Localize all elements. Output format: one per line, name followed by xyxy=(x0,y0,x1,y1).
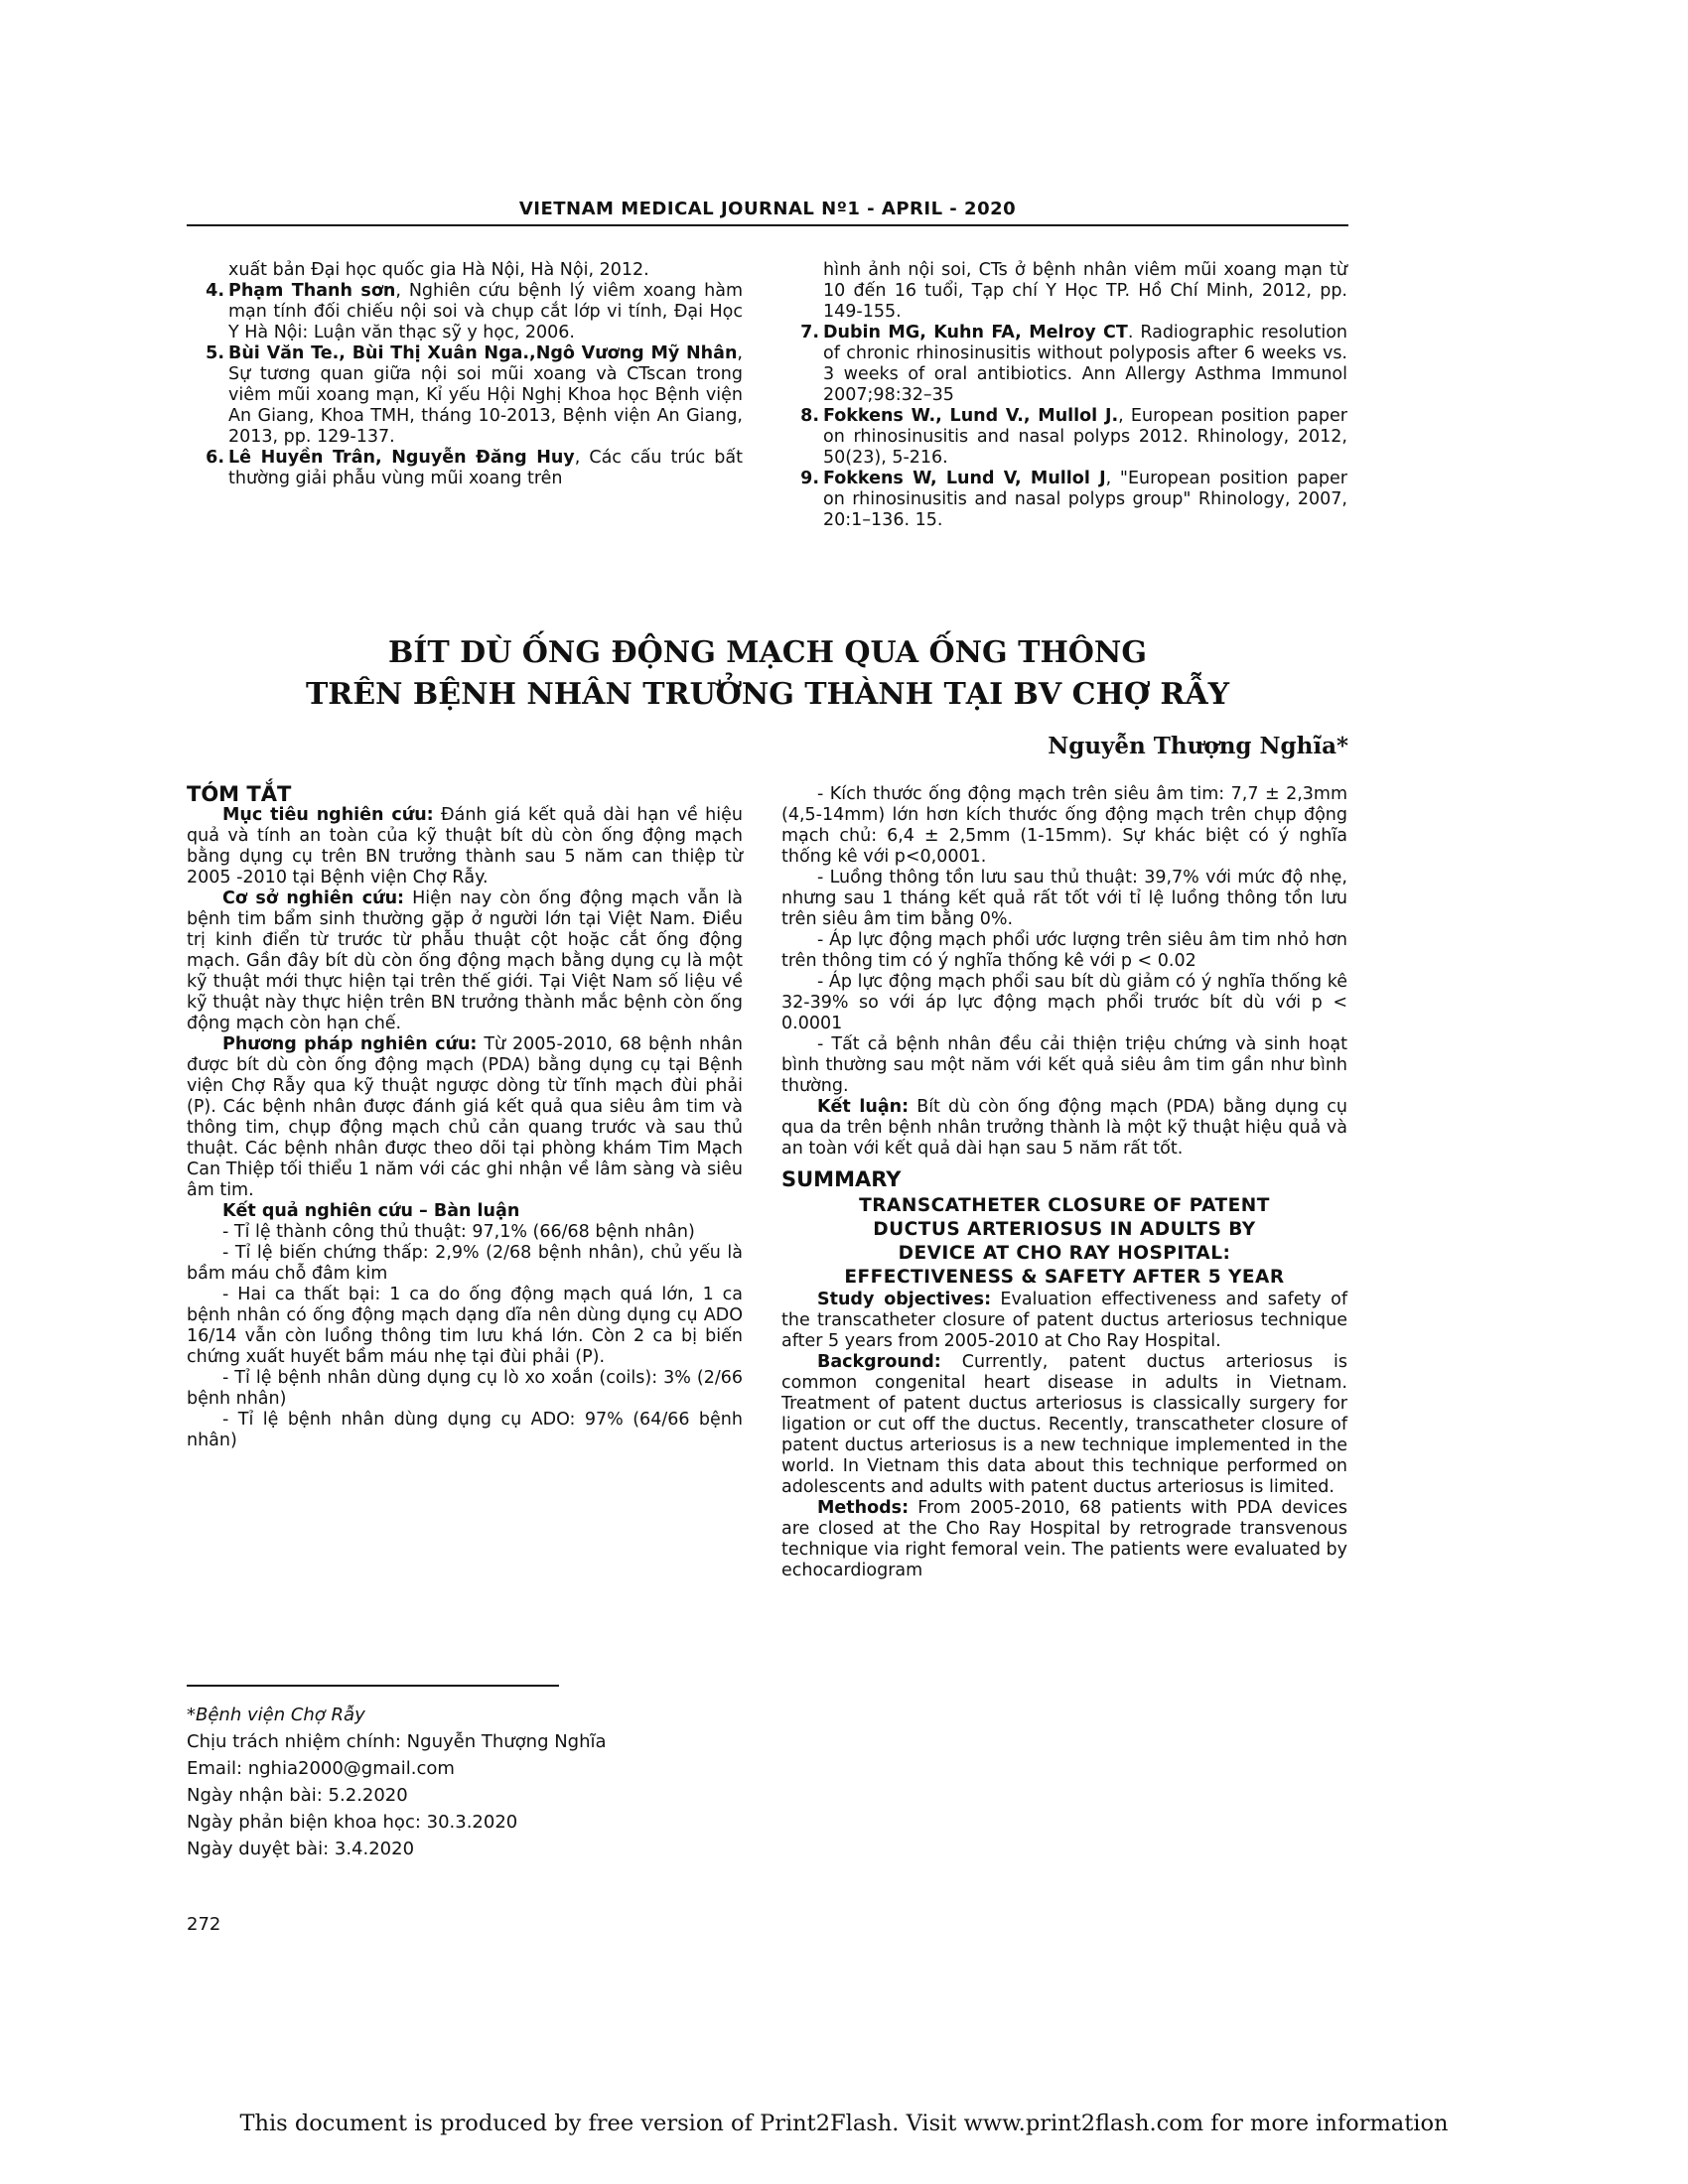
journal-header: VIETNAM MEDICAL JOURNAL Nº1 - APRIL - 2020 xyxy=(518,199,1017,219)
abstract-result-item: - Luồng thông tồn lưu sau thủ thuật: 39,7% với mức độ nhẹ, nhưng sau 1 tháng kết quả rất tốt với tỉ lệ luồng thông tồn lưu trên siêu âm tim bằng 0%. xyxy=(781,868,1347,929)
reference-item: 8. Fokkens W., Lund V., Mullol J., European position paper on rhinosinusitis and nasal polyps 2012. Rhinology, 2012, 50(23), 5-216. xyxy=(800,406,1347,468)
reference-author: Fokkens W., Lund V., Mullol J. xyxy=(823,406,1119,426)
reference-author: Fokkens W, Lund V, Mullol J xyxy=(823,469,1106,488)
reference-item: 9. Fokkens W, Lund V, Mullol J, "European position paper on rhinosinusitis and nasal polyps group" Rhinology, 2007, 20:1–136. 15. xyxy=(800,469,1347,530)
print2flash-watermark: This document is produced by free version of Print2Flash. Visit www.print2flash.com for more information xyxy=(239,2111,1449,2136)
abstract-heading: TÓM TẮT xyxy=(187,782,292,806)
abstract-result-item: - Tất cả bệnh nhân đều cải thiện triệu chứng và sinh hoạt bình thường sau một năm với kết quả siêu âm tim gần như bình thường. xyxy=(781,1034,1347,1096)
abstract-right xyxy=(781,784,1347,1581)
references-left xyxy=(187,260,743,489)
footnote-hospital: *Bệnh viện Chợ Rẫy xyxy=(187,1705,365,1725)
summary-heading: SUMMARY xyxy=(781,1167,902,1191)
abstract-basis: Cơ sở nghiên cứu: Hiện nay còn ống động mạch vẫn là bệnh tim bẩm sinh thường gặp ở người lớn tại Việt Nam. Điều trị kinh điển từ trước từ phẫu thuật cột hoặc cắt ống động mạch. Gần đây bít dù còn ống động mạch bằng dụng cụ là một kỹ thuật mới thực hiện tại trên thế giới. Tại Việt Nam số liệu về kỹ thuật này thực hiện trên BN trưởng thành mắc bệnh còn ống động mạch còn hạn chế. xyxy=(187,888,743,1033)
reference-author: Bùi Văn Te., Bùi Thị Xuân Nga.,Ngô Vương Mỹ Nhân xyxy=(228,343,738,363)
footnote-email: Email: nghia2000@gmail.com xyxy=(187,1758,455,1779)
reference-author: Phạm Thanh sơn xyxy=(228,281,396,301)
footnote-responsible: Chịu trách nhiệm chính: Nguyễn Thượng Nghĩa xyxy=(187,1731,607,1752)
article-title-line2: TRÊN BỆNH NHÂN TRƯỞNG THÀNH TẠI BV CHỢ RẪY xyxy=(305,677,1230,712)
footnote-rule xyxy=(187,1685,559,1687)
references-right xyxy=(781,260,1347,531)
page-number: 272 xyxy=(187,1914,221,1935)
summary-title: TRANSCATHETER CLOSURE OF PATENT DUCTUS ARTERIOSUS IN ADULTS BY DEVICE AT CHO RAY HOSPITAL: EFFECTIVENESS & SAFETY AFTER 5 YEAR xyxy=(844,1195,1285,1288)
reference-item: 7. Dubin MG, Kuhn FA, Melroy CT. Radiographic resolution of chronic rhinosinusitis without polyposis after 6 weeks vs. 3 weeks of oral antibiotics. Ann Allergy Asthma Immunol 2007;98:32–35 xyxy=(800,323,1348,405)
abstract-conclusion: Kết luận: Bít dù còn ống động mạch (PDA) bằng dụng cụ qua da trên bệnh nhân trưởng thành là một kỹ thuật hiệu quả và an toàn với kết quả dài hạn sau 5 năm rất tốt. xyxy=(781,1097,1347,1159)
abstract-result-item: - Tỉ lệ bệnh nhân dùng dụng cụ ADO: 97% (64/66 bệnh nhân) xyxy=(187,1410,743,1450)
summary-methods: Methods: From 2005-2010, 68 patients with PDA devices are closed at the Cho Ray Hospital by retrograde transvenous technique via right femoral vein. The patients were evaluated by echocardiogram xyxy=(781,1498,1347,1580)
abstract-result-item: - Áp lực động mạch phổi sau bít dù giảm có ý nghĩa thống kê 32-39% so với áp lực động mạch phổi trước bít dù với p < 0.0001 xyxy=(781,972,1347,1033)
abstract-objectives: Mục tiêu nghiên cứu: Đánh giá kết quả dài hạn về hiệu quả và tính an toàn của kỹ thuật bít dù còn ống động mạch bằng dụng cụ trên BN trưởng thành sau 5 năm can thiệp từ 2005 -2010 tại Bệnh viện Chợ Rẫy. xyxy=(187,805,743,887)
footnote-reviewed: Ngày phản biện khoa học: 30.3.2020 xyxy=(187,1812,518,1833)
abstract-result-item: - Tỉ lệ biến chứng thấp: 2,9% (2/68 bệnh nhân), chủ yếu là bầm máu chỗ đâm kim xyxy=(187,1243,743,1284)
article-author: Nguyễn Thượng Nghĩa* xyxy=(1048,733,1348,759)
abstract-result-item: - Hai ca thất bại: 1 ca do ống động mạch quá lớn, 1 ca bệnh nhân có ống động mạch dạng dĩa nên dùng dụng cụ ADO 16/14 vẫn còn luồng thông tim lưu khá lớn. Còn 2 ca bị biến chứng xuất huyết bầm máu nhẹ tại đùi phải (P). xyxy=(187,1285,743,1367)
article-title-line1: BÍT DÙ ỐNG ĐỘNG MẠCH QUA ỐNG THÔNG xyxy=(388,635,1147,670)
abstract-result-item: - Tỉ lệ bệnh nhân dùng dụng cụ lò xo xoắn (coils): 3% (2/66 bệnh nhân) xyxy=(187,1368,743,1409)
abstract-result-item: - Áp lực động mạch phổi ước lượng trên siêu âm tim nhỏ hơn trên thông tim có ý nghĩa thống kê với p < 0.02 xyxy=(781,930,1347,971)
reference-item: 4. Phạm Thanh sơn, Nghiên cứu bệnh lý viêm xoang hàm mạn tính đối chiếu nội soi và chụp cắt lớp vi tính, Đại Học Y Hà Nội: Luận văn thạc sỹ y học, 2006. xyxy=(206,281,743,342)
abstract-result-item: - Kích thước ống động mạch trên siêu âm tim: 7,7 ± 2,3mm (4,5-14mm) lớn hơn kích thước ống động mạch trên chụp động mạch chủ: 6,4 ± 2,5mm (1-15mm). Sự khác biệt có ý nghĩa thống kê với p<0,0001. xyxy=(781,784,1347,867)
abstract-result-item: - Tỉ lệ thành công thủ thuật: 97,1% (66/68 bệnh nhân) xyxy=(222,1222,695,1242)
reference-item: 5. Bùi Văn Te., Bùi Thị Xuân Nga.,Ngô Vương Mỹ Nhân, Sự tương quan giữa nội soi mũi xoang và CTscan trong viêm mũi xoang mạn, Kỉ yếu Hội Nghị Khoa học Bệnh viện An Giang, Khoa TMH, tháng 10-2013, Bệnh viện An Giang, 2013, pp. 129-137. xyxy=(206,343,743,447)
summary-background: Background: Currently, patent ductus arteriosus is common congenital heart disease in adults in Vietnam. Treatment of patent ductus arteriosus is classically surgery for ligation or cut off the ductus. Recently, transcatheter closure of patent ductus arteriosus is a new technique implemented in the world. In Vietnam this data about this technique performed on adolescents and adults with patent ductus arteriosus is limited. xyxy=(781,1352,1347,1497)
reference-author: Lê Huyền Trân, Nguyễn Đăng Huy xyxy=(228,448,575,468)
abstract-methods: Phương pháp nghiên cứu: Từ 2005-2010, 68 bệnh nhân được bít dù còn ống động mạch (PDA) bằng dụng cụ tại Bệnh viện Chợ Rẫy qua kỹ thuật ngược dòng từ tĩnh mạch đùi phải (P). Các bệnh nhân được đánh giá kết quả qua siêu âm tim và thông tim, chụp động mạch chủ cản quang trước và sau thủ thuật. Các bệnh nhân được theo dõi tại phòng khám Tim Mạch Can Thiệp tối thiểu 1 năm với các ghi nhận về lâm sàng và siêu âm tim. xyxy=(187,1034,743,1200)
footnote xyxy=(187,1702,653,1862)
reference-item: xuất bản Đại học quốc gia Hà Nội, Hà Nội, 2012. xyxy=(228,260,649,280)
footnote-received: Ngày nhận bài: 5.2.2020 xyxy=(187,1785,408,1806)
reference-author: Dubin MG, Kuhn FA, Melroy CT xyxy=(823,323,1128,342)
abstract-vi-left xyxy=(187,784,743,1451)
reference-item: hình ảnh nội soi, CTs ở bệnh nhân viêm mũi xoang mạn từ 10 đến 16 tuổi, Tạp chí Y Học TP. Hồ Chí Minh, 2012, pp. 149-155. xyxy=(823,260,1347,322)
summary-objectives: Study objectives: Evaluation effectiveness and safety of the transcatheter closure of patent ductus arteriosus technique after 5 years from 2005-2010 at Cho Ray Hospital. xyxy=(781,1290,1347,1351)
abstract-results-heading: Kết quả nghiên cứu – Bàn luận xyxy=(222,1201,520,1221)
reference-item: 6. Lê Huyền Trân, Nguyễn Đăng Huy, Các cấu trúc bất thường giải phẫu vùng mũi xoang trên xyxy=(206,448,743,488)
footnote-accepted: Ngày duyệt bài: 3.4.2020 xyxy=(187,1839,415,1859)
header-rule xyxy=(187,224,1348,226)
